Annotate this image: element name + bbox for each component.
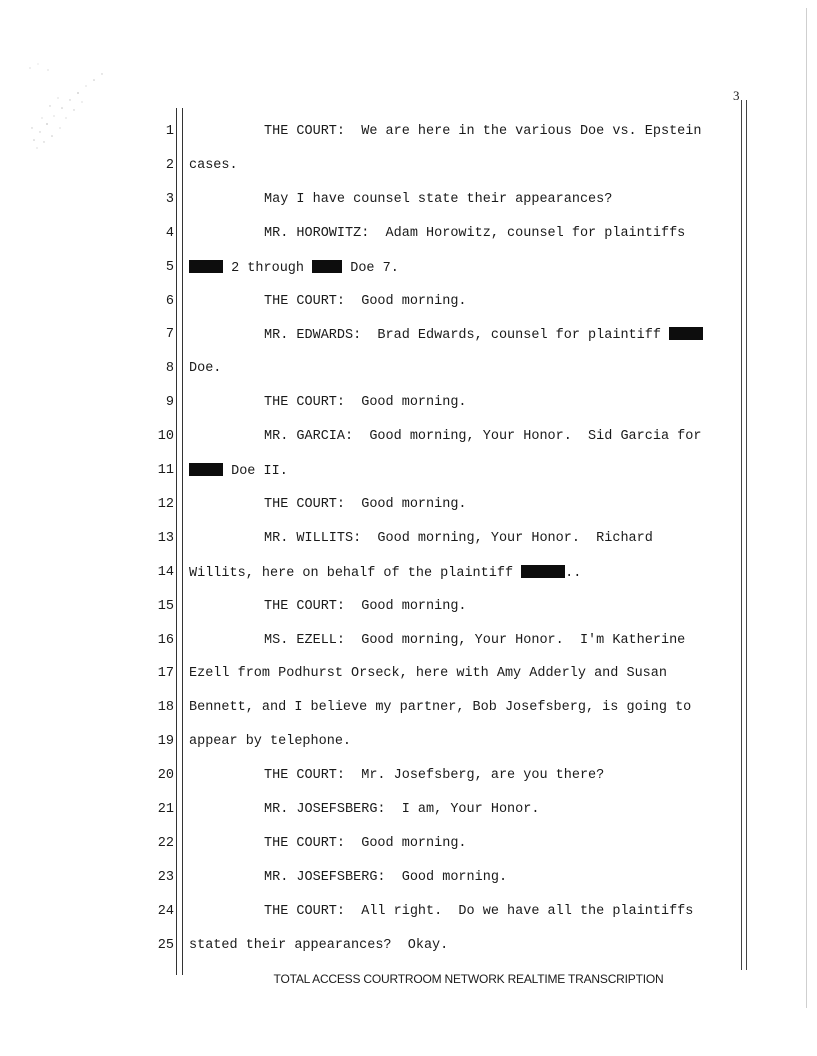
transcript-line [0, 158, 817, 178]
redaction-block [189, 463, 223, 476]
line-text-segment: cases. [189, 157, 238, 173]
line-text-segment: MR. JOSEFSBERG: Good morning. [264, 869, 508, 885]
line-number: 3 [165, 191, 174, 207]
line-text [264, 327, 703, 343]
transcript-line [0, 802, 817, 822]
redaction-block [521, 565, 565, 578]
line-text-segment: MS. EZELL: Good morning, Your Honor. I'm Katherine [264, 632, 686, 648]
line-number: 4 [165, 225, 174, 241]
line-text-segment: Ezell from Podhurst Orseck, here with Amy Adderly and Susan [189, 666, 667, 682]
line-text [264, 192, 612, 207]
line-text-segment: THE COURT: Good morning. [264, 835, 467, 851]
line-text-segment: Bennett, and I believe my partner, Bob Josefsberg, is going to [189, 700, 692, 716]
transcript-line [0, 463, 817, 483]
line-text-segment: MR. EDWARDS: Brad Edwards, counsel for plaintiff [264, 328, 670, 344]
line-number: 6 [165, 293, 174, 309]
line-number: 16 [157, 632, 174, 648]
transcript-line [0, 599, 817, 619]
transcript-line [0, 395, 817, 415]
line-text-segment: Willits, here on behalf of the plaintiff [189, 565, 522, 581]
redaction-block [312, 260, 342, 273]
transcript-line [0, 531, 817, 551]
transcript-line [0, 768, 817, 788]
line-text [189, 361, 221, 376]
line-number: 9 [165, 395, 174, 411]
line-text [189, 700, 691, 715]
transcript-line [0, 361, 817, 381]
line-number: 20 [157, 768, 174, 784]
redaction-block [669, 327, 703, 340]
line-number: 14 [157, 564, 174, 580]
transcript-line [0, 565, 817, 585]
line-text [189, 666, 667, 681]
line-number: 21 [157, 802, 174, 817]
line-text [189, 158, 238, 173]
transcript-line [0, 836, 817, 856]
line-number: 10 [157, 429, 174, 445]
line-text-segment: THE COURT: All right. Do we have all the plaintiffs [264, 903, 694, 919]
transcript-line [0, 904, 817, 924]
line-text [264, 836, 467, 851]
line-number: 18 [157, 700, 174, 716]
line-text [264, 531, 653, 546]
line-number: 19 [157, 734, 174, 750]
line-number: 8 [165, 361, 174, 377]
line-text [189, 734, 351, 749]
transcript-line [0, 226, 817, 246]
transcript-line [0, 938, 817, 958]
line-text-segment: appear by telephone. [189, 734, 352, 750]
page-number: 3 [733, 88, 740, 103]
line-number: 12 [157, 496, 174, 512]
line-text-segment: Doe II. [223, 464, 288, 479]
line-text [264, 870, 507, 885]
line-number: 13 [157, 530, 174, 546]
line-number: 2 [165, 157, 174, 173]
line-text [264, 768, 604, 783]
footer-caption: TOTAL ACCESS COURTROOM NETWORK REALTIME TRANSCRIPTION [273, 972, 664, 986]
line-number: 23 [157, 869, 174, 885]
line-number: 7 [165, 327, 174, 343]
line-number: 17 [157, 666, 174, 682]
line-text-segment: THE COURT: We are here in the various Doe vs. Epstein [264, 124, 702, 139]
line-text [264, 904, 693, 919]
line-text [264, 124, 701, 139]
line-text-segment: MR. JOSEFSBERG: I am, Your Honor. [264, 802, 540, 817]
line-text-segment: THE COURT: Good morning. [264, 496, 467, 512]
transcript-line [0, 327, 817, 347]
line-text [189, 260, 399, 276]
line-text-segment: THE COURT: Good morning. [264, 293, 467, 309]
line-text [264, 226, 685, 241]
line-text-segment: May I have counsel state their appearances? [264, 191, 613, 207]
line-text [264, 429, 701, 444]
line-text-segment: stated their appearances? Okay. [189, 937, 449, 953]
transcript-line [0, 700, 817, 720]
line-text-segment: .. [565, 565, 582, 581]
line-text [189, 565, 581, 581]
line-text [264, 497, 467, 512]
transcript-line [0, 192, 817, 212]
line-text [264, 633, 685, 648]
line-text-segment: Doe. [189, 361, 222, 377]
line-text [189, 938, 448, 953]
line-text-segment: THE COURT: Good morning. [264, 598, 467, 614]
line-text-segment: THE COURT: Mr. Josefsberg, are you there? [264, 768, 605, 784]
transcript-line [0, 294, 817, 314]
line-number: 5 [165, 259, 174, 275]
transcript-line [0, 870, 817, 890]
transcript-line [0, 124, 817, 144]
transcript-line [0, 633, 817, 653]
line-text [264, 802, 539, 817]
transcript-line [0, 734, 817, 754]
line-text [264, 395, 467, 410]
transcript-line [0, 497, 817, 517]
line-number: 25 [157, 937, 174, 953]
line-text-segment: Doe 7. [342, 260, 399, 276]
line-text-segment: MR. WILLITS: Good morning, Your Honor. Richard [264, 530, 653, 546]
line-number: 15 [157, 598, 174, 614]
line-text [264, 294, 467, 309]
line-number: 1 [165, 124, 174, 139]
transcript-line [0, 429, 817, 449]
line-text-segment: MR. GARCIA: Good morning, Your Honor. Sid Garcia for [264, 429, 702, 445]
line-number: 24 [157, 903, 174, 919]
line-number: 11 [157, 463, 174, 478]
line-text [189, 463, 288, 479]
line-text-segment: 2 through [223, 260, 313, 276]
line-text-segment: MR. HOROWITZ: Adam Horowitz, counsel for plaintiffs [264, 225, 686, 241]
transcript-line [0, 666, 817, 686]
line-text-segment: THE COURT: Good morning. [264, 395, 467, 411]
redaction-block [189, 260, 223, 273]
line-text [264, 599, 467, 614]
transcript-line [0, 260, 817, 280]
line-number: 22 [157, 835, 174, 851]
